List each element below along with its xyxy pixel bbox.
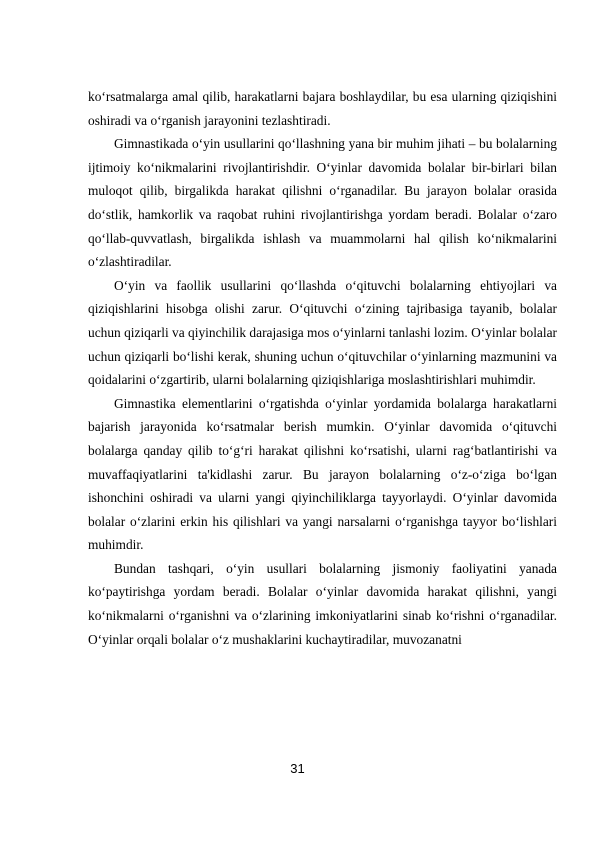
paragraph-social-skills: Gimnastikada o‘yin usullarini qo‘llashning yana bir muhim jihati – bu bolalarning ijtimoiy ko‘nikmalarini rivojlantirishdir. O‘yinlar davomida bolalar bir-birlari bilan muloqot qilib, birgalikda harakat qilishni o‘rganadilar. Bu jarayon bolalar orasida do‘stlik, hamkorlik va raqobat ruhini rivojlantirishga yordam beradi. Bolalar o‘zaro qo‘llab-quvvatlash, birgalikda ishlash va muammolarni hal qilish ko‘nikmalarini o‘zlashtiradilar. xyxy=(88,136,557,270)
paragraph-continuation: ko‘rsatmalarga amal qilib, harakatlarni bajara boshlaydilar, bu esa ularning qiziqishini oshiradi va o‘rganish jarayonini tezlashtiradi. xyxy=(88,89,557,128)
page-number: 31 xyxy=(290,761,305,776)
paragraph-teacher-role: O‘yin va faollik usullarini qo‘llashda o‘qituvchi bolalarning ehtiyojlari va qiziqishlarini hisobga olishi zarur. O‘qituvchi o‘zining tajribasiga tayanib, bolalar uchun qiziqarli va qiyinchilik darajasiga mos o‘yinlarni tanlashi lozim. O‘yinlar bolalar uchun qiziqarli bo‘lishi kerak, shuning uchun o‘qituvchilar o‘yinlarning mazmunini va qoidalarini o‘zgartirib, ularni bolalarning qiziqishlariga moslashtirishlari muhimdir. xyxy=(88,277,557,388)
paragraph-physical-activity: Bundan tashqari, o‘yin usullari bolalarning jismoniy faoliyatini yanada ko‘paytirishga yordam beradi. Bolalar o‘yinlar davomida harakat qilishni, yangi ko‘nikmalarni o‘rganishni va o‘zlarining imkoniyatlarini sinab ko‘rishni o‘rganadilar. O‘yinlar orqali bolalar o‘z mushaklarini kuchaytiradilar, muvozanatni xyxy=(88,560,557,647)
page-body xyxy=(88,85,557,651)
paragraph-gymnastics-elements: Gimnastika elementlarini o‘rgatishda o‘yinlar yordamida bolalarga harakatlarni bajarish jarayonida ko‘rsatmalar berish mumkin. O‘yinlar davomida o‘qituvchi bolalarga qanday qilib to‘g‘ri harakat qilishni ko‘rsatishi, ularni rag‘batlantirishi va muvaffaqiyatlarini ta'kidlashi zarur. Bu jarayon bolalarning o‘z-o‘ziga bo‘lgan ishonchini oshiradi va ularni yangi qiyinchiliklarga tayyorlaydi. O‘yinlar davomida bolalar o‘zlarini erkin his qilishlari va yangi narsalarni o‘rganishga tayyor bo‘lishlari muhimdir. xyxy=(88,395,557,553)
